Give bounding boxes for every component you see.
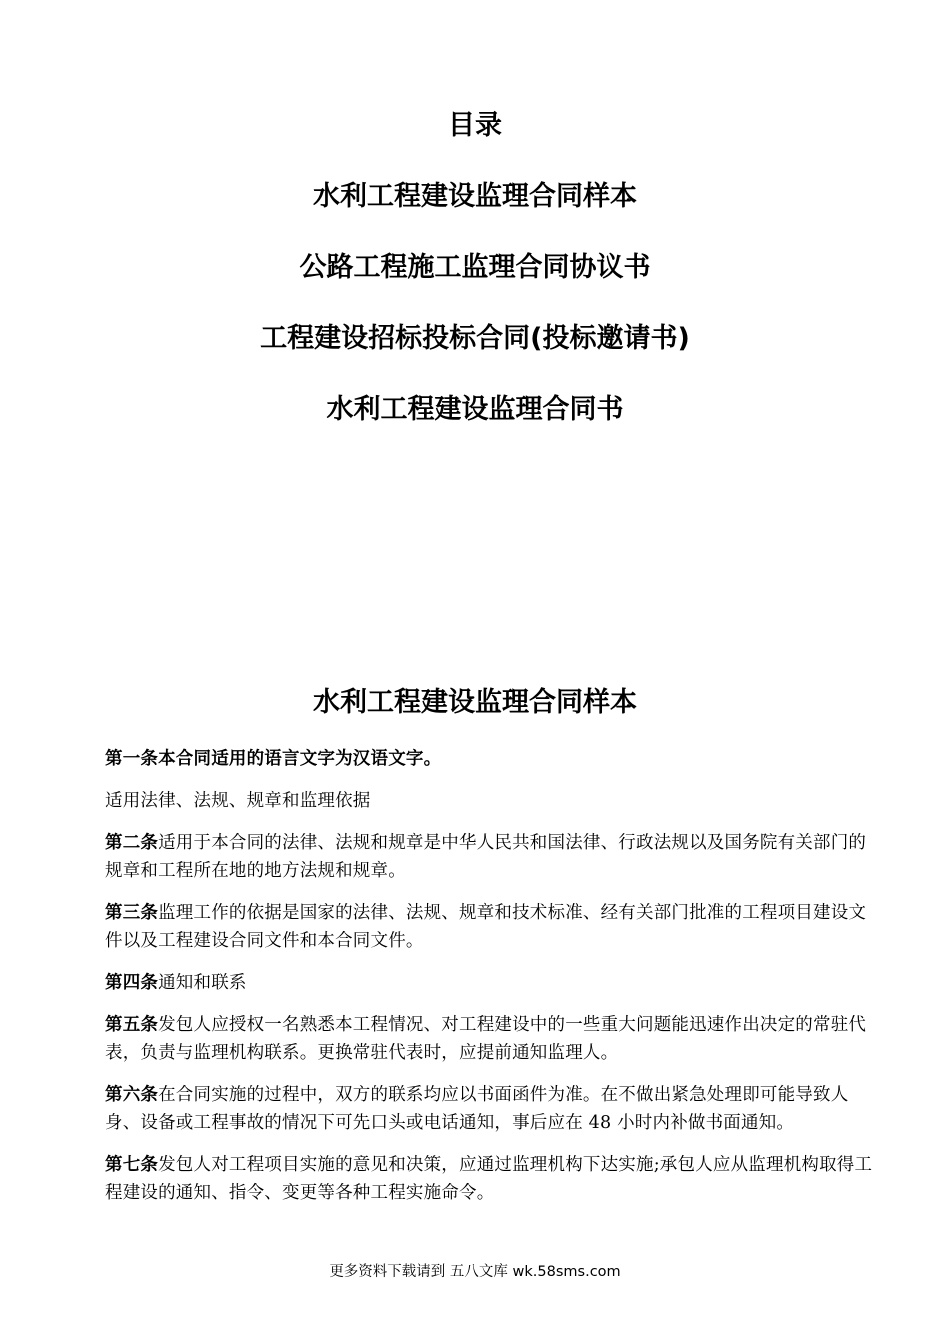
toc-item: 水利工程建设监理合同书 [326,394,624,425]
paragraph-text: 在合同实施的过程中，双方的联系均应以书面函件为准。在不做出紧急处理即可能导致人身、设备或工程事故的情况下可先口头或电话通知，事后应在 48 小时内补做书面通知。 [105,1085,849,1133]
toc-heading: 目录 [448,110,502,141]
article-label: 第七条 [105,1155,159,1175]
paragraph [105,899,880,955]
paragraph-text: 发包人应授权一名熟悉本工程情况、对工程建设中的一些重大问题能迅速作出决定的常驻代表，负责与监理机构联系。更换常驻代表时，应提前通知监理人。 [105,1015,867,1063]
paragraph [105,969,880,997]
paragraph [105,1011,880,1067]
toc-item: 工程建设招标投标合同(投标邀请书) [260,323,690,354]
paragraph-text: 发包人对工程项目实施的意见和决策，应通过监理机构下达实施;承包人应从监理机构取得工程建设的通知、指令、变更等各种工程实施命令。 [105,1155,873,1203]
footer-note: 更多资料下载请到 五八文库 wk.58sms.com [329,1264,621,1280]
paragraph-text: 通知和联系 [158,973,247,993]
toc-item: 水利工程建设监理合同样本 [313,181,637,212]
paragraph [105,745,880,773]
article-label: 第二条 [105,833,159,853]
table-of-contents [0,103,950,458]
contract-body [105,745,880,1221]
paragraph [105,829,880,885]
paragraph-text: 第一条本合同适用的语言文字为汉语文字。 [105,749,442,769]
paragraph-text: 适用于本合同的法律、法规和规章是中华人民共和国法律、行政法规以及国务院有关部门的规章和工程所在地的地方法规和规章。 [105,833,867,881]
paragraph-text: 监理工作的依据是国家的法律、法规、规章和技术标准、经有关部门批准的工程项目建设文件以及工程建设合同文件和本合同文件。 [105,903,867,951]
section-title: 水利工程建设监理合同样本 [313,687,637,718]
toc-item: 公路工程施工监理合同协议书 [299,252,651,283]
paragraph [105,1081,880,1137]
article-label: 第六条 [105,1085,159,1105]
article-label: 第三条 [105,903,159,923]
paragraph [105,787,880,815]
paragraph-text: 适用法律、法规、规章和监理依据 [105,791,371,811]
article-label: 第五条 [105,1015,159,1035]
paragraph [105,1151,880,1207]
article-label: 第四条 [105,973,159,993]
